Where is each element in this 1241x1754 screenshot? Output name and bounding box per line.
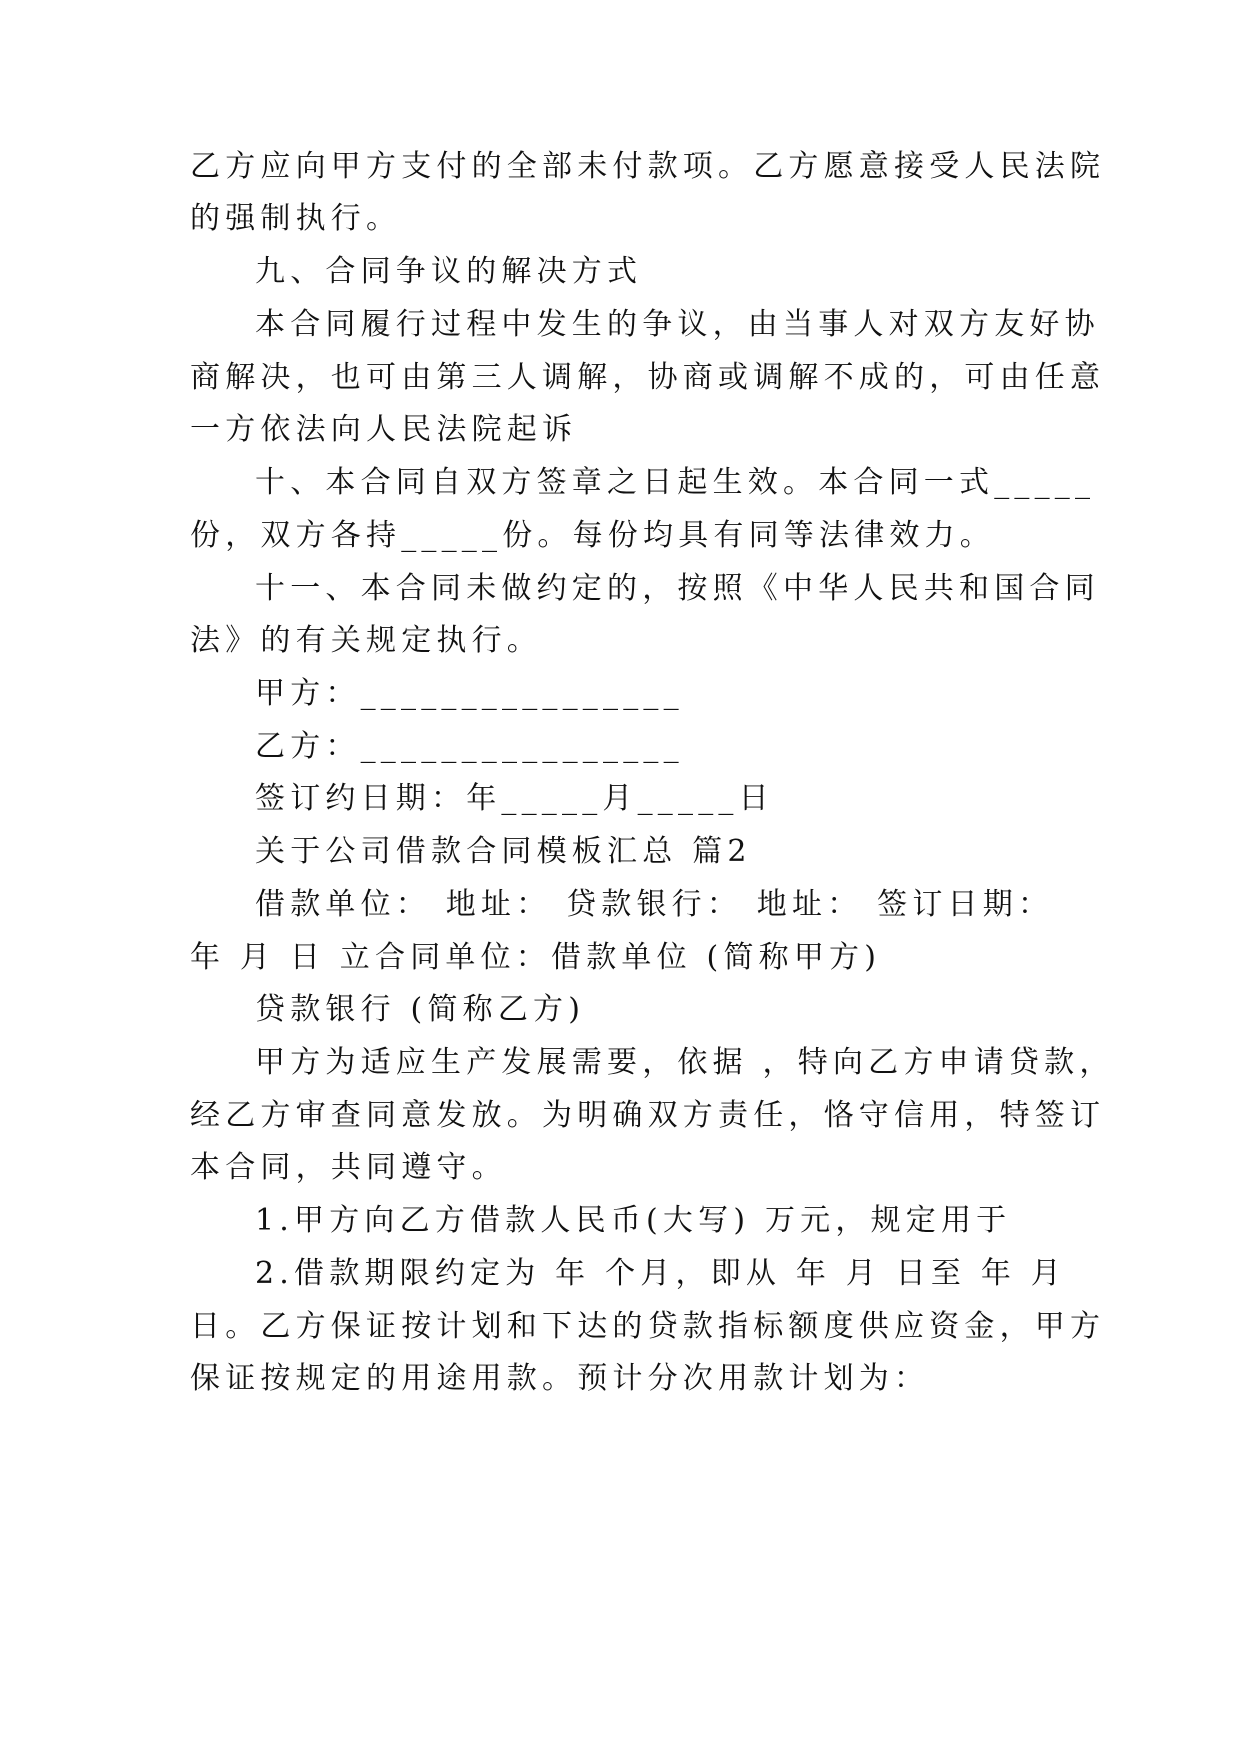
text-line: 甲方为适应生产发展需要，依据 ，特向乙方申请贷款， <box>255 1045 1115 1080</box>
text-line: 本合同，共同遵守。 <box>190 1150 507 1185</box>
text-line: 法》的有关规定执行。 <box>190 623 542 658</box>
text-line: 一方依法向人民法院起诉 <box>190 412 578 447</box>
signing-date-line: 签订约日期：年_____月_____日 <box>255 781 774 816</box>
party-b-signature-line: 乙方：________________ <box>255 729 684 764</box>
text-line: 保证按规定的用途用款。预计分次用款计划为： <box>190 1361 930 1396</box>
text-line: 本合同履行过程中发生的争议，由当事人对双方友好协 <box>255 307 1100 342</box>
section-title: 关于公司借款合同模板汇总 篇2 <box>255 834 752 869</box>
text-line: 贷款银行 (简称乙方) <box>255 992 586 1027</box>
section-heading: 九、合同争议的解决方式 <box>255 254 643 289</box>
text-line: 份，双方各持_____份。每份均具有同等法律效力。 <box>190 518 995 553</box>
clause-2: 2.借款期限约定为 年 个月，即从 年 月 日至 年 月 <box>255 1256 1066 1291</box>
text-line: 年 月 日 立合同单位：借款单位 (简称甲方) <box>190 940 882 975</box>
party-a-signature-line: 甲方：________________ <box>255 676 684 711</box>
text-line: 经乙方审查同意发放。为明确双方责任，恪守信用，特签订 <box>190 1098 1106 1133</box>
text-line: 商解决，也可由第三人调解，协商或调解不成的，可由任意 <box>190 360 1106 395</box>
text-line: 的强制执行。 <box>190 201 402 236</box>
text-line: 十一、本合同未做约定的，按照《中华人民共和国合同 <box>255 571 1100 606</box>
text-line: 十、本合同自双方签章之日起生效。本合同一式_____ <box>255 465 1096 500</box>
text-line: 日。乙方保证按计划和下达的贷款指标额度供应资金，甲方 <box>190 1309 1106 1344</box>
clause-1: 1.甲方向乙方借款人民币(大写) 万元，规定用于 <box>255 1203 1012 1238</box>
text-line: 借款单位： 地址： 贷款银行： 地址： 签订日期： <box>255 887 1054 922</box>
text-line: 乙方应向甲方支付的全部未付款项。乙方愿意接受人民法院 <box>190 149 1106 184</box>
